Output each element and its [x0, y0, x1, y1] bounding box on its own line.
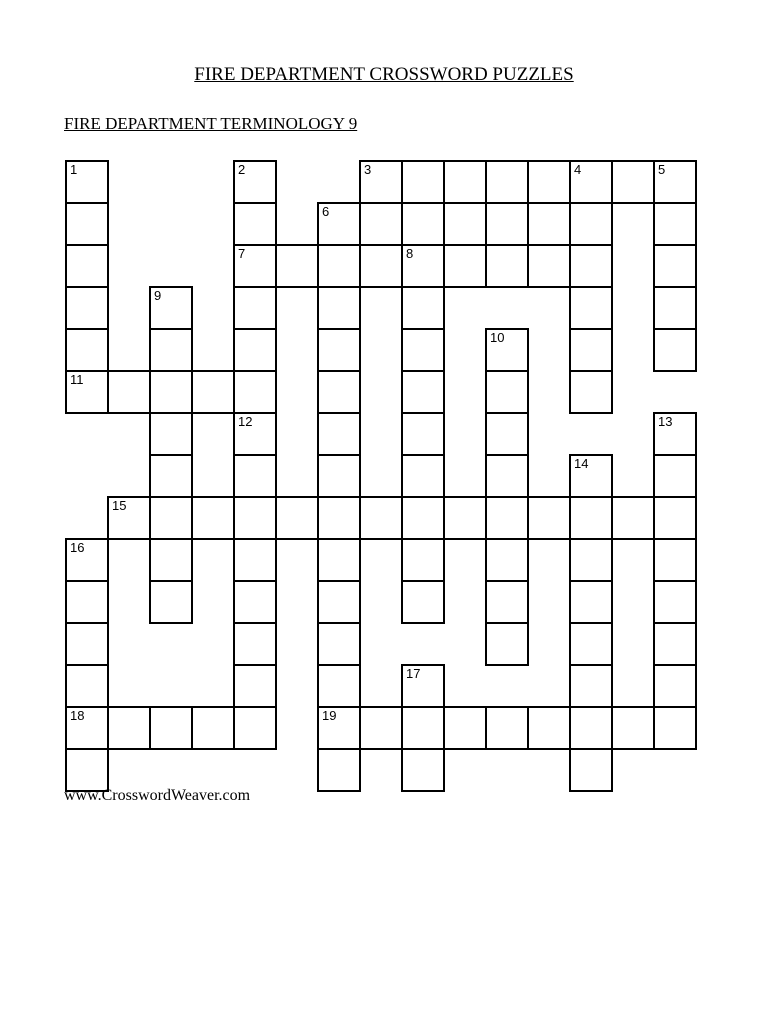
crossword-cell[interactable] [401, 244, 445, 288]
crossword-cell[interactable] [233, 328, 277, 372]
crossword-cell[interactable] [317, 370, 361, 414]
crossword-cell[interactable] [233, 580, 277, 624]
crossword-cell[interactable] [401, 370, 445, 414]
crossword-cell[interactable] [317, 244, 361, 288]
crossword-cell[interactable] [317, 706, 361, 750]
crossword-cell[interactable] [485, 580, 529, 624]
crossword-cell[interactable] [443, 706, 487, 750]
crossword-cell[interactable] [65, 244, 109, 288]
clue-number: 6 [322, 204, 330, 219]
clue-number: 11 [70, 372, 84, 387]
crossword-cell[interactable] [569, 328, 613, 372]
page-title: FIRE DEPARTMENT CROSSWORD PUZZLES [194, 64, 574, 85]
crossword-cell[interactable] [107, 706, 151, 750]
clue-number: 8 [406, 246, 414, 261]
crossword-cell[interactable] [65, 538, 109, 582]
crossword-cell[interactable] [653, 244, 697, 288]
crossword-cell[interactable] [653, 286, 697, 330]
crossword-cell[interactable] [359, 496, 403, 540]
crossword-cell[interactable] [401, 496, 445, 540]
clue-number: 5 [658, 162, 666, 177]
clue-number: 13 [658, 414, 673, 429]
crossword-cell[interactable] [317, 454, 361, 498]
crossword-cell[interactable] [611, 160, 655, 204]
crossword-cell[interactable] [485, 538, 529, 582]
crossword-cell[interactable] [569, 454, 613, 498]
footer-credit: www.CrosswordWeaver.com [64, 787, 251, 804]
crossword-cell[interactable] [401, 328, 445, 372]
crossword-cell[interactable] [317, 412, 361, 456]
crossword-cell[interactable] [149, 580, 193, 624]
crossword-cell[interactable] [317, 580, 361, 624]
crossword-cell[interactable] [107, 496, 151, 540]
crossword-cell[interactable] [569, 664, 613, 708]
clue-number: 4 [574, 162, 582, 177]
crossword-cell[interactable] [149, 496, 193, 540]
clue-number: 15 [112, 498, 127, 513]
crossword-cell[interactable] [653, 538, 697, 582]
crossword-cell[interactable] [569, 580, 613, 624]
crossword-cell[interactable] [401, 202, 445, 246]
crossword-cell[interactable] [317, 496, 361, 540]
crossword-cell[interactable] [443, 202, 487, 246]
crossword-cell[interactable] [653, 328, 697, 372]
crossword-cell[interactable] [233, 622, 277, 666]
crossword-cell[interactable] [65, 202, 109, 246]
clue-number: 12 [238, 414, 253, 429]
crossword-cell[interactable] [317, 538, 361, 582]
crossword-cell[interactable] [275, 496, 319, 540]
crossword-cell[interactable] [233, 664, 277, 708]
crossword-cell[interactable] [401, 580, 445, 624]
crossword-cell[interactable] [275, 244, 319, 288]
crossword-cell[interactable] [569, 622, 613, 666]
clue-number: 10 [490, 330, 505, 345]
crossword-cell[interactable] [653, 622, 697, 666]
clue-number: 2 [238, 162, 246, 177]
crossword-cell[interactable] [233, 286, 277, 330]
crossword-cell[interactable] [653, 706, 697, 750]
crossword-cell[interactable] [317, 748, 361, 792]
crossword-cell[interactable] [485, 622, 529, 666]
crossword-cell[interactable] [233, 202, 277, 246]
clue-number: 14 [574, 456, 589, 471]
clue-number: 7 [238, 246, 246, 261]
crossword-cell[interactable] [401, 454, 445, 498]
crossword-cell[interactable] [569, 286, 613, 330]
crossword-cell[interactable] [359, 160, 403, 204]
crossword-cell[interactable] [485, 370, 529, 414]
crossword-cell[interactable] [611, 706, 655, 750]
crossword-cell[interactable] [569, 370, 613, 414]
crossword-cell[interactable] [191, 370, 235, 414]
crossword-cell[interactable] [443, 244, 487, 288]
crossword-cell[interactable] [233, 160, 277, 204]
crossword-cell[interactable] [485, 454, 529, 498]
crossword-cell[interactable] [233, 538, 277, 582]
crossword-cell[interactable] [569, 538, 613, 582]
crossword-cell[interactable] [149, 538, 193, 582]
crossword-cell[interactable] [233, 370, 277, 414]
crossword-cell[interactable] [149, 454, 193, 498]
crossword-cell[interactable] [317, 202, 361, 246]
crossword-cell[interactable] [65, 706, 109, 750]
clue-number: 3 [364, 162, 372, 177]
crossword-cell[interactable] [527, 202, 571, 246]
crossword-cell[interactable] [401, 664, 445, 708]
crossword-cell[interactable] [65, 286, 109, 330]
crossword-cell[interactable] [527, 160, 571, 204]
clue-number: 19 [322, 708, 337, 723]
crossword-cell[interactable] [359, 202, 403, 246]
crossword-cell[interactable] [527, 496, 571, 540]
crossword-cell[interactable] [569, 160, 613, 204]
crossword-cell[interactable] [317, 664, 361, 708]
crossword-cell[interactable] [569, 706, 613, 750]
crossword-cell[interactable] [191, 496, 235, 540]
crossword-cell[interactable] [527, 706, 571, 750]
crossword-cell[interactable] [401, 706, 445, 750]
crossword-cell[interactable] [149, 706, 193, 750]
crossword-cell[interactable] [233, 412, 277, 456]
clue-number: 18 [70, 708, 85, 723]
crossword-cell[interactable] [149, 328, 193, 372]
crossword-cell[interactable] [401, 748, 445, 792]
crossword-cell[interactable] [653, 454, 697, 498]
crossword-cell[interactable] [107, 370, 151, 414]
crossword-cell[interactable] [485, 706, 529, 750]
crossword-cell[interactable] [317, 622, 361, 666]
crossword-cell[interactable] [485, 160, 529, 204]
crossword-cell[interactable] [443, 160, 487, 204]
crossword-cell[interactable] [149, 412, 193, 456]
crossword-cell[interactable] [527, 244, 571, 288]
crossword-cell[interactable] [485, 244, 529, 288]
crossword-cell[interactable] [65, 160, 109, 204]
crossword-cell[interactable] [149, 286, 193, 330]
crossword-cell[interactable] [65, 748, 109, 792]
crossword-cell[interactable] [191, 706, 235, 750]
crossword-cell[interactable] [443, 496, 487, 540]
crossword-cell[interactable] [233, 244, 277, 288]
clue-number: 17 [406, 666, 421, 681]
crossword-cell[interactable] [653, 202, 697, 246]
crossword-cell[interactable] [401, 160, 445, 204]
crossword-cell[interactable] [653, 664, 697, 708]
crossword-cell[interactable] [317, 328, 361, 372]
clue-number: 9 [154, 288, 162, 303]
puzzle-subtitle: FIRE DEPARTMENT TERMINOLOGY 9 [64, 114, 358, 133]
crossword-cell[interactable] [401, 412, 445, 456]
crossword-cell[interactable] [401, 538, 445, 582]
crossword-cell[interactable] [233, 496, 277, 540]
clue-number: 1 [70, 162, 78, 177]
crossword-cell[interactable] [569, 244, 613, 288]
crossword-cell[interactable] [233, 706, 277, 750]
crossword-cell[interactable] [653, 496, 697, 540]
crossword-cell[interactable] [65, 580, 109, 624]
crossword-cell[interactable] [233, 454, 277, 498]
crossword-cell[interactable] [653, 580, 697, 624]
crossword-cell[interactable] [359, 244, 403, 288]
crossword-cell[interactable] [149, 370, 193, 414]
crossword-cell[interactable] [65, 622, 109, 666]
crossword-cell[interactable] [569, 748, 613, 792]
crossword-cell[interactable] [653, 160, 697, 204]
crossword-cell[interactable] [485, 496, 529, 540]
crossword-cell[interactable] [317, 286, 361, 330]
crossword-cell[interactable] [401, 286, 445, 330]
crossword-cell[interactable] [65, 328, 109, 372]
crossword-cell[interactable] [65, 370, 109, 414]
crossword-cell[interactable] [653, 412, 697, 456]
clue-number: 16 [70, 540, 85, 555]
crossword-cell[interactable] [569, 202, 613, 246]
crossword-cell[interactable] [485, 202, 529, 246]
crossword-cell[interactable] [611, 496, 655, 540]
crossword-cell[interactable] [65, 664, 109, 708]
crossword-cell[interactable] [359, 706, 403, 750]
crossword-cell[interactable] [485, 412, 529, 456]
crossword-cell[interactable] [569, 496, 613, 540]
crossword-cell[interactable] [485, 328, 529, 372]
